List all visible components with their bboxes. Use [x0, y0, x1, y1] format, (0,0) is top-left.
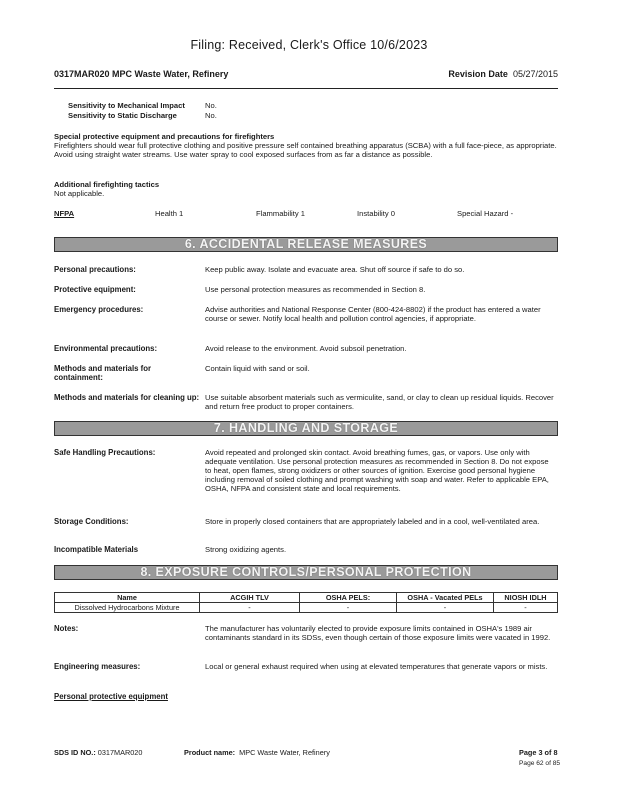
sensitivity-static-value: No. [205, 111, 217, 120]
cell-acgih-tlv: - [200, 603, 300, 613]
footer-product-label: Product name: [184, 748, 236, 757]
firefighters-text: Firefighters should wear full protective clothing and positive pressure self contained breathing apparatus (SCBA) with a full face-piece, as appropriate. Avoid using straight water streams. Use water spray to cool exposed surfaces from as far a distance as possible. [54, 141, 557, 159]
nfpa-health: Health 1 [155, 209, 184, 218]
nfpa-instability: Instability 0 [357, 209, 395, 218]
personal-precautions-label: Personal precautions: [54, 265, 136, 274]
engineering-measures-label: Engineering measures: [54, 662, 141, 671]
tactics-text: Not applicable. [54, 189, 105, 198]
table-header-row [55, 593, 558, 603]
footer-page-stamp: Page 62 of 85 [519, 760, 561, 767]
notes-text: The manufacturer has voluntarily elected to provide exposure limits contained in OSHA's 1989 air contaminants standard in its SDSs, even though certain of those exposure limits were vacated in 1992. [205, 624, 551, 642]
footer-product-value: MPC Waste Water, Refinery [239, 748, 330, 757]
sensitivity-static-label: Sensitivity to Static Discharge [68, 111, 177, 120]
exposure-limits-table [54, 592, 558, 613]
firefighters-heading: Special protective equipment and precautions for firefighters [54, 132, 275, 141]
section-8-header: 8. EXPOSURE CONTROLS/PERSONAL PROTECTION [54, 565, 558, 580]
safe-handling-value: Avoid repeated and prolonged skin contact. Avoid breathing fumes, gas, or vapors. Use only with adequate ventilation. Use personal protection measures as recommended in Section 8. Do not expose to heat, open flames, strong oxidizers or other sources of ignition. Exercise good personal hygiene including removal of soiled clothing and prompt washing with soap and water. Refer to applicable EPA, OSHA, NFPA and consistent state and local requirements. [205, 448, 549, 493]
notes-label: Notes: [54, 624, 79, 633]
footer-sds-value: 0317MAR020 [97, 748, 143, 757]
col-osha-vacated-pels: OSHA - Vacated PELs [397, 593, 494, 603]
col-osha-pels: OSHA PELS: [300, 593, 397, 603]
environmental-precautions-value: Avoid release to the environment. Avoid subsoil penetration. [205, 344, 407, 353]
tactics-heading: Additional firefighting tactics [54, 180, 160, 189]
filing-stamp: Filing: Received, Clerk's Office 10/6/2023 [190, 38, 428, 52]
footer-sds-id [54, 748, 142, 757]
containment-value: Contain liquid with sand or soil. [205, 364, 310, 373]
table-row [55, 603, 558, 613]
col-acgih-tlv: ACGIH TLV [200, 593, 300, 603]
emergency-procedures-value: Advise authorities and National Response Center (800-424-8802) if the product has entered a water course or sewer. Notify local health and pollution control agencies, if appropriate. [205, 305, 541, 323]
col-niosh-idlh: NIOSH IDLH [494, 593, 558, 603]
incompatible-materials-value: Strong oxidizing agents. [205, 545, 287, 554]
document-title: 0317MAR020 MPC Waste Water, Refinery [54, 69, 229, 79]
protective-equipment-label: Protective equipment: [54, 285, 136, 294]
cell-niosh-idlh: - [494, 603, 558, 613]
header-rule [54, 88, 558, 89]
safe-handling-label: Safe Handling Precautions: [54, 448, 156, 457]
cleaning-up-value: Use suitable absorbent materials such as vermiculite, sand, or clay to clean up residual liquids. Recover and return free product to proper containers. [205, 393, 554, 411]
containment-label: Methods and materials for containment: [54, 364, 152, 382]
nfpa-special-hazard: Special Hazard - [457, 209, 514, 218]
incompatible-materials-label: Incompatible Materials [54, 545, 139, 554]
sensitivity-mechanical-value: No. [205, 101, 217, 110]
cell-osha-pels: - [300, 603, 397, 613]
nfpa-flammability: Flammability 1 [256, 209, 305, 218]
section-7-header: 7. HANDLING AND STORAGE [54, 421, 558, 436]
footer-sds-label: SDS ID NO.: [54, 748, 96, 757]
environmental-precautions-label: Environmental precautions: [54, 344, 158, 353]
revision-date: 05/27/2015 [512, 69, 558, 79]
footer-product [184, 748, 330, 757]
cleaning-up-label: Methods and materials for cleaning up: [54, 393, 200, 402]
footer-page-of: Page 3 of 8 [519, 748, 558, 757]
ppe-heading: Personal protective equipment [54, 692, 168, 701]
protective-equipment-value: Use personal protection measures as recommended in Section 8. [205, 285, 426, 294]
engineering-measures-value: Local or general exhaust required when using at elevated temperatures that generate vapors or mists. [205, 662, 548, 671]
section-6-header: 6. ACCIDENTAL RELEASE MEASURES [54, 237, 558, 252]
revision-label: Revision Date [448, 69, 508, 79]
nfpa-label: NFPA [54, 209, 75, 218]
emergency-procedures-label: Emergency procedures: [54, 305, 144, 314]
sensitivity-mechanical-label: Sensitivity to Mechanical Impact [68, 101, 185, 110]
revision-info [418, 69, 558, 79]
cell-osha-vacated-pels: - [397, 603, 494, 613]
storage-conditions-label: Storage Conditions: [54, 517, 129, 526]
col-name: Name [55, 593, 200, 603]
storage-conditions-value: Store in properly closed containers that are appropriately labeled and in a cool, well-ventilated area. [205, 517, 540, 526]
cell-name: Dissolved Hydrocarbons Mixture [55, 603, 200, 613]
personal-precautions-value: Keep public away. Isolate and evacuate area. Shut off source if safe to do so. [205, 265, 465, 274]
